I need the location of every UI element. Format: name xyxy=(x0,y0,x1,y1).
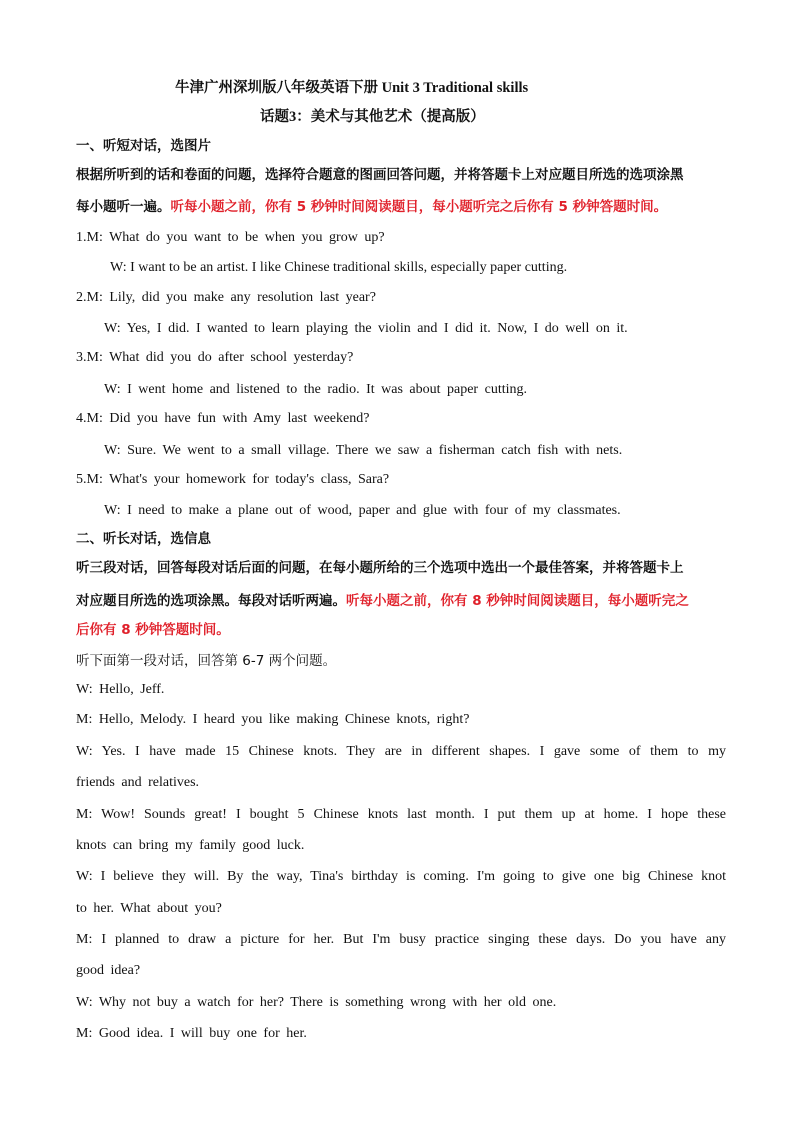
dialogue-line: W: Hello, Jeff. xyxy=(76,682,165,697)
dialogue-line: W: I believe they will. By the way, Tina's birthday is coming. I'm going to give one big Chinese knot xyxy=(76,869,726,884)
dialogue-line: M: Hello, Melody. I heard you like making Chinese knots, right? xyxy=(76,712,470,727)
dialogue-line: W: Why not buy a watch for her? There is something wrong with her old one. xyxy=(76,995,557,1010)
section1-instruction-red: 听每小题之前，你有 5 秒钟时间阅读题目，每小题听完之后你有 5 秒钟答题时间。 xyxy=(170,199,668,215)
document-title: 牛津广州深圳版八年级英语下册 Unit 3 Traditional skills xyxy=(175,80,529,96)
answer-4: W: Sure. We went to a small village. There we saw a fisherman catch fish with nets. xyxy=(104,443,623,458)
document-subtitle: 话题3：美术与其他艺术（提高版） xyxy=(260,109,485,125)
dialogue-line: knots can bring my family good luck. xyxy=(76,838,305,853)
section2-instruction-red: 听每小题之前，你有 8 秒钟时间阅读题目，每小题听完之 xyxy=(346,593,689,609)
question-4: 4.M: Did you have fun with Amy last weekend? xyxy=(76,411,370,426)
dialogue-line: to her. What about you? xyxy=(76,901,222,916)
dialogue-line: M: I planned to draw a picture for her. But I'm busy practice singing these days. Do you have any xyxy=(76,932,726,947)
section1-instruction-line2 xyxy=(76,197,726,217)
dialogue-line: M: Wow! Sounds great! I bought 5 Chinese knots last month. I put them up at home. I hope these xyxy=(76,807,726,822)
dialogue-line: good idea? xyxy=(76,963,141,978)
answer-3: W: I went home and listened to the radio. It was about paper cutting. xyxy=(104,382,527,397)
section2-instruction-black: 对应题目所选的选项涂黑。每段对话听两遍。 xyxy=(76,593,346,609)
section1-heading: 一、听短对话，选图片 xyxy=(76,138,211,154)
dialogue-line: friends and relatives. xyxy=(76,775,200,790)
dialogue-line: W: Yes. I have made 15 Chinese knots. They are in different shapes. I gave some of them to my xyxy=(76,744,726,759)
question-5: 5.M: What's your homework for today's class, Sara? xyxy=(76,472,390,487)
section2-instruction-line2 xyxy=(76,591,726,611)
section2-heading: 二、听长对话，选信息 xyxy=(76,531,211,547)
section1-instruction-line1: 根据所听到的话和卷面的问题，选择符合题意的图画回答问题，并将答题卡上对应题目所选的选项涂黑 xyxy=(76,167,684,183)
dialogue-line: M: Good idea. I will buy one for her. xyxy=(76,1026,307,1041)
question-2: 2.M: Lily, did you make any resolution last year? xyxy=(76,290,376,305)
answer-5: W: I need to make a plane out of wood, paper and glue with four of my classmates. xyxy=(104,503,621,518)
dialogue-intro: 听下面第一段对话，回答第 6-7 两个问题。 xyxy=(76,653,337,669)
answer-1: W: I want to be an artist. I like Chinese traditional skills, especially paper cutting. xyxy=(110,260,568,275)
question-1: 1.M: What do you want to be when you grow up? xyxy=(76,230,385,245)
section1-instruction-black: 每小题听一遍。 xyxy=(76,199,171,215)
answer-2: W: Yes, I did. I wanted to learn playing the violin and I did it. Now, I do well on it. xyxy=(104,321,628,336)
section2-instruction-line3: 后你有 8 秒钟答题时间。 xyxy=(76,622,230,638)
question-3: 3.M: What did you do after school yesterday? xyxy=(76,350,354,365)
section2-instruction-line1: 听三段对话，回答每段对话后面的问题，在每小题所给的三个选项中选出一个最佳答案，并将答题卡上 xyxy=(76,560,684,576)
